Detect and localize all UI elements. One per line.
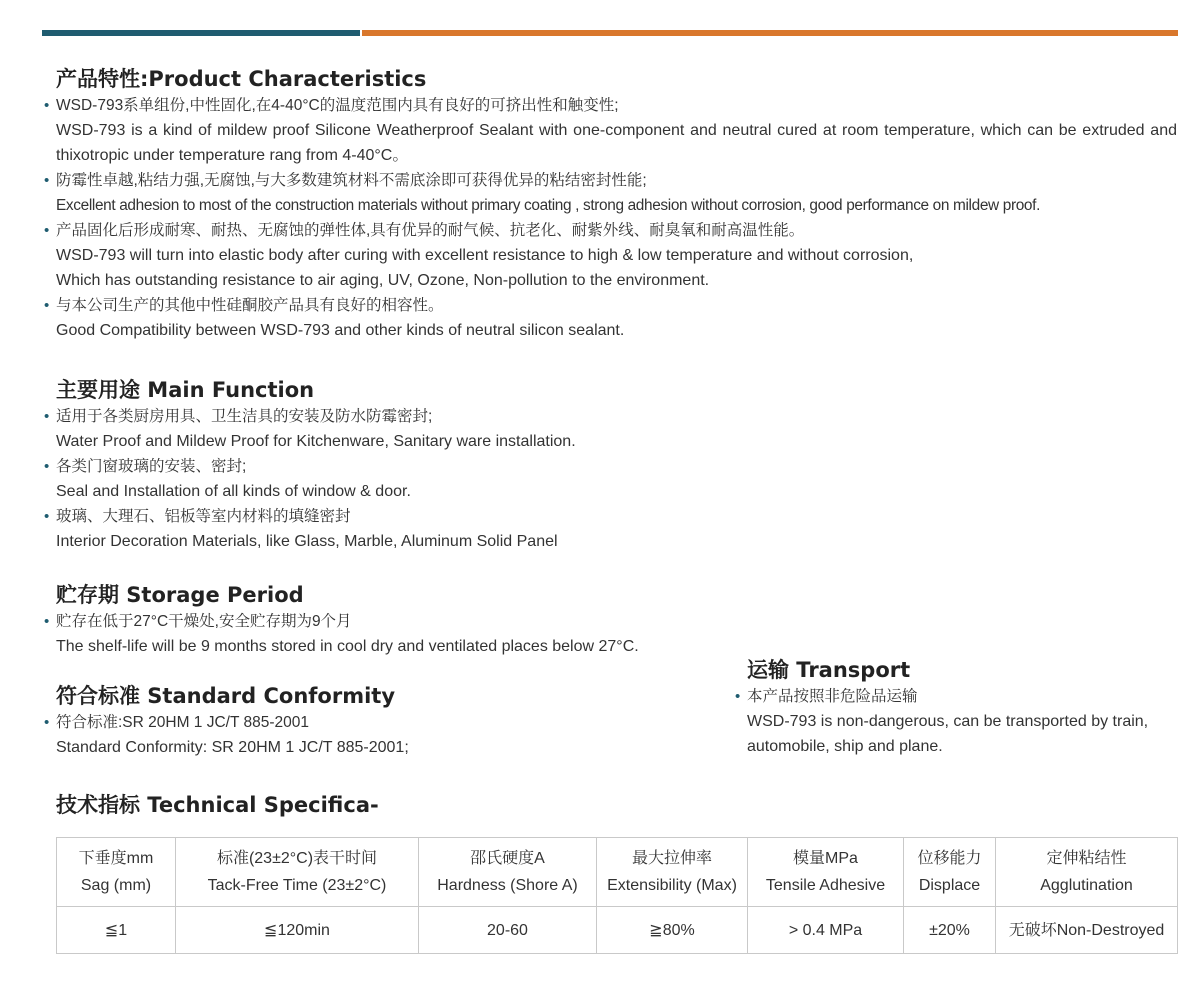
spec-header-en: Agglutination [1040, 877, 1133, 894]
bullet-icon: • [44, 172, 50, 189]
conformity-item-cn-text: 符合标准:SR 20HM 1 JC/T 885-2001 [56, 714, 309, 731]
bullet-icon: • [44, 97, 50, 114]
bullet-icon: • [44, 613, 50, 630]
spec-header-cn: 标准(23±2°C)表干时间 [216, 850, 378, 867]
storage-item-en: The shelf-life will be 9 months stored in cool dry and ventilated places below 27°C. [56, 638, 639, 655]
spec-header-extensibility [597, 838, 748, 907]
main-function-section [44, 377, 756, 554]
storage-item-cn [44, 609, 756, 634]
bullet-icon: • [44, 408, 50, 425]
spec-header-tack-free [176, 838, 419, 907]
spec-header-en: Tack-Free Time (23±2°C) [207, 877, 387, 894]
spec-value-tensile: > 0.4 MPa [748, 907, 904, 954]
bullet-icon: • [44, 714, 50, 731]
characteristic-item-3-cn [44, 218, 1181, 243]
spec-header-en: Tensile Adhesive [765, 877, 886, 894]
technical-spec-section [56, 792, 756, 819]
spec-header-displace [904, 838, 996, 907]
function-item-1-cn-text: 适用于各类厨房用具、卫生洁具的安装及防水防霉密封; [56, 408, 433, 425]
transport-item-en-line-1: WSD-793 is non-dangerous, can be transported by train, [747, 713, 1149, 730]
conformity-item-cn [44, 710, 656, 735]
function-item-2-cn [44, 454, 756, 479]
characteristic-item-2-en: Excellent adhesion to most of the construction materials without primary coating , strong adhesion without corrosion, good performance on mildew proof. [56, 197, 1040, 214]
characteristic-item-1-cn-text: WSD-793系单组份,中性固化,在4-40°C的温度范围内具有良好的可挤出性和触变性; [56, 97, 619, 114]
storage-period-title: 贮存期 Storage Period [56, 583, 304, 607]
characteristic-item-4-en: Good Compatibility between WSD-793 and other kinds of neutral silicon sealant. [56, 322, 625, 339]
header-bar-teal [42, 30, 360, 36]
transport-item-cn [735, 684, 1187, 709]
spec-value-extensibility: ≧80% [597, 907, 748, 954]
characteristic-item-3-en-line-1: WSD-793 will turn into elastic body after curing with excellent resistance to high & low temperature and without corrosion, [56, 247, 914, 264]
spec-header-row [57, 838, 1178, 907]
function-item-1-en: Water Proof and Mildew Proof for Kitchenware, Sanitary ware installation. [56, 433, 576, 450]
characteristic-item-4-cn [44, 293, 1181, 318]
spec-value-row [57, 907, 1178, 954]
characteristic-item-4-cn-text: 与本公司生产的其他中性硅酮胶产品具有良好的相容性。 [56, 297, 444, 314]
function-item-1-cn [44, 404, 756, 429]
function-item-2-en: Seal and Installation of all kinds of window & door. [56, 483, 411, 500]
function-item-3-cn [44, 504, 756, 529]
characteristic-item-1-en: WSD-793 is a kind of mildew proof Silicone Weatherproof Sealant with one-component and neutral cured at room temperature, which can be extruded and thixotropic under temperature rang from 4-40°C。 [56, 122, 1177, 164]
conformity-item-en: Standard Conformity: SR 20HM 1 JC/T 885-2001; [56, 739, 409, 756]
characteristic-item-2-cn-text: 防霉性卓越,粘结力强,无腐蚀,与大多数建筑材料不需底涂即可获得优异的粘结密封性能; [56, 172, 647, 189]
bullet-icon: • [44, 222, 50, 239]
product-characteristics-title: 产品特性:Product Characteristics [56, 67, 427, 91]
standard-conformity-section [44, 683, 656, 760]
product-characteristics-section [44, 66, 1181, 343]
bullet-icon: • [44, 458, 50, 475]
spec-header-cn: 定伸粘结性 [1046, 850, 1127, 867]
spec-header-cn: 模量MPa [793, 850, 858, 867]
spec-header-cn: 位移能力 [917, 850, 982, 867]
characteristic-item-2-cn [44, 168, 1181, 193]
spec-header-sag [57, 838, 176, 907]
characteristic-item-1-cn [44, 93, 1181, 118]
characteristic-item-3-cn-text: 产品固化后形成耐寒、耐热、无腐蚀的弹性体,具有优异的耐气候、抗老化、耐紫外线、耐臭氧和耐高温性能。 [56, 222, 805, 239]
spec-header-en: Displace [918, 877, 981, 894]
function-item-3-en: Interior Decoration Materials, like Glass, Marble, Aluminum Solid Panel [56, 533, 558, 550]
spec-value-sag: ≦1 [57, 907, 176, 954]
transport-title: 运输 Transport [747, 658, 911, 682]
standard-conformity-title: 符合标准 Standard Conformity [56, 684, 396, 708]
spec-header-cn: 邵氏硬度A [470, 850, 545, 867]
bullet-icon: • [44, 508, 50, 525]
spec-header-en: Extensibility (Max) [607, 877, 737, 894]
storage-period-section [44, 582, 756, 659]
main-function-title: 主要用途 Main Function [56, 378, 315, 402]
spec-header-cn: 下垂度mm [78, 850, 154, 867]
spec-header-en: Hardness (Shore A) [437, 877, 578, 894]
spec-value-displace: ±20% [904, 907, 996, 954]
transport-item-en-line-2: automobile, ship and plane. [747, 738, 943, 755]
transport-item-cn-text: 本产品按照非危险品运输 [747, 688, 918, 705]
spec-value-tack-free: ≦120min [176, 907, 419, 954]
spec-header-tensile [748, 838, 904, 907]
spec-header-agglutination [996, 838, 1178, 907]
spec-value-hardness: 20-60 [419, 907, 597, 954]
spec-header-cn: 最大拉伸率 [631, 850, 712, 867]
header-bar-orange [362, 30, 1178, 36]
transport-section [735, 657, 1187, 759]
storage-item-cn-text: 贮存在低于27°C干燥处,安全贮存期为9个月 [56, 613, 352, 630]
spec-header-hardness [419, 838, 597, 907]
bullet-icon: • [44, 297, 50, 314]
bullet-icon: • [735, 688, 741, 705]
characteristic-item-3-en-line-2: Which has outstanding resistance to air aging, UV, Ozone, Non-pollution to the environment. [56, 272, 710, 289]
spec-header-en: Sag (mm) [80, 877, 152, 894]
technical-spec-table [56, 837, 1178, 954]
function-item-2-cn-text: 各类门窗玻璃的安装、密封; [56, 458, 247, 475]
technical-spec-title: 技术指标 Technical Specifica- [56, 793, 379, 817]
spec-value-agglutination: 无破坏Non-Destroyed [996, 907, 1178, 954]
function-item-3-cn-text: 玻璃、大理石、铝板等室内材料的填缝密封 [56, 508, 351, 525]
